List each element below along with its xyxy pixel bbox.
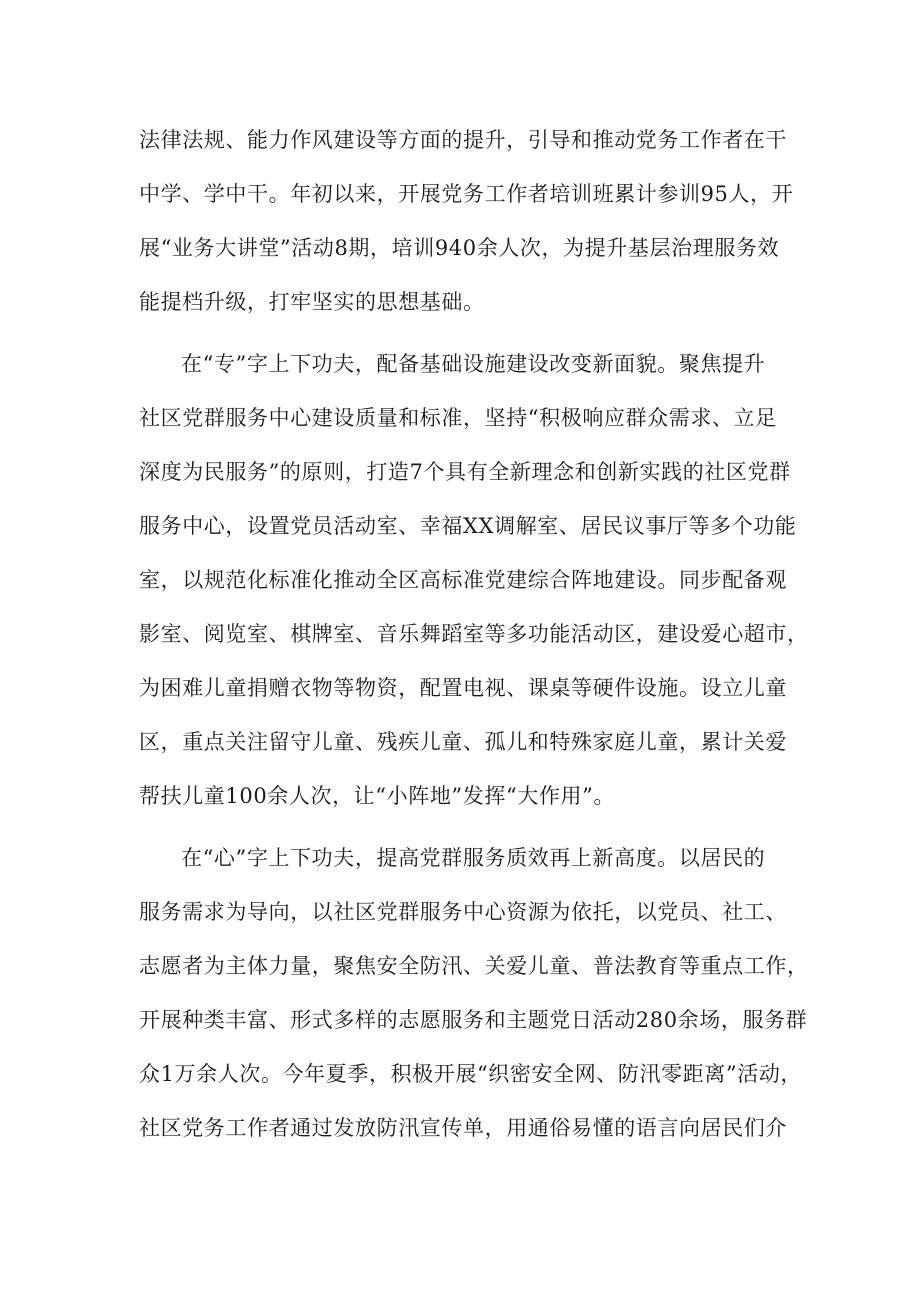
text-line: 影室、阅览室、棋牌室、音乐舞蹈室等多功能活动区，建设爱心超市，	[139, 622, 809, 646]
text-line: 服务中心，设置党员活动室、幸福XX调解室、居民议事厅等多个功能	[139, 514, 797, 538]
text-line: 志愿者为主体力量，聚焦安全防汛、关爱儿童、普法教育等重点工作，	[139, 954, 809, 978]
text-line: 深度为民服务”的原则，打造7个具有全新理念和创新实践的社区党群	[139, 460, 791, 484]
text-line: 服务需求为导向，以社区党群服务中心资源为依托，以党员、社工、	[139, 900, 787, 924]
text-line: 开展种类丰富、形式多样的志愿服务和主题党日活动280余场，服务群	[139, 1008, 808, 1032]
text-line: 能提档升级，打牢坚实的思想基础。	[139, 290, 485, 314]
text-line: 法律法规、能力作风建设等方面的提升，引导和推动党务工作者在干	[139, 128, 787, 152]
text-line: 展“业务大讲堂”活动8期，培训940余人次，为提升基层治理服务效	[139, 236, 780, 260]
paragraph-start-line: 在“专”字上下功夫，配备基础设施建设改变新面貌。聚焦提升	[181, 352, 766, 376]
text-line: 社区党群服务中心建设质量和标准，坚持“积极响应群众需求、立足	[139, 406, 777, 430]
text-line: 众1万余人次。今年夏季，积极开展“织密安全网、防汛零距离”活动，	[139, 1062, 803, 1086]
paragraph-start-line: 在“心”字上下功夫，提高党群服务质效再上新高度。以居民的	[181, 846, 766, 870]
text-line: 区，重点关注留守儿童、残疾儿童、孤儿和特殊家庭儿童，累计关爱	[139, 730, 787, 754]
text-line: 中学、学中干。年初以来，开展党务工作者培训班累计参训95人，开	[139, 182, 794, 206]
text-line: 社区党务工作者通过发放防汛宣传单，用通俗易懂的语言向居民们介	[139, 1116, 787, 1140]
text-line: 帮扶儿童100余人次，让“小阵地”发挥“大作用”。	[139, 784, 616, 808]
text-line: 为困难儿童捐赠衣物等物资，配置电视、课桌等硬件设施。设立儿童	[139, 676, 787, 700]
text-line: 室，以规范化标准化推动全区高标准党建综合阵地建设。同步配备观	[139, 568, 787, 592]
